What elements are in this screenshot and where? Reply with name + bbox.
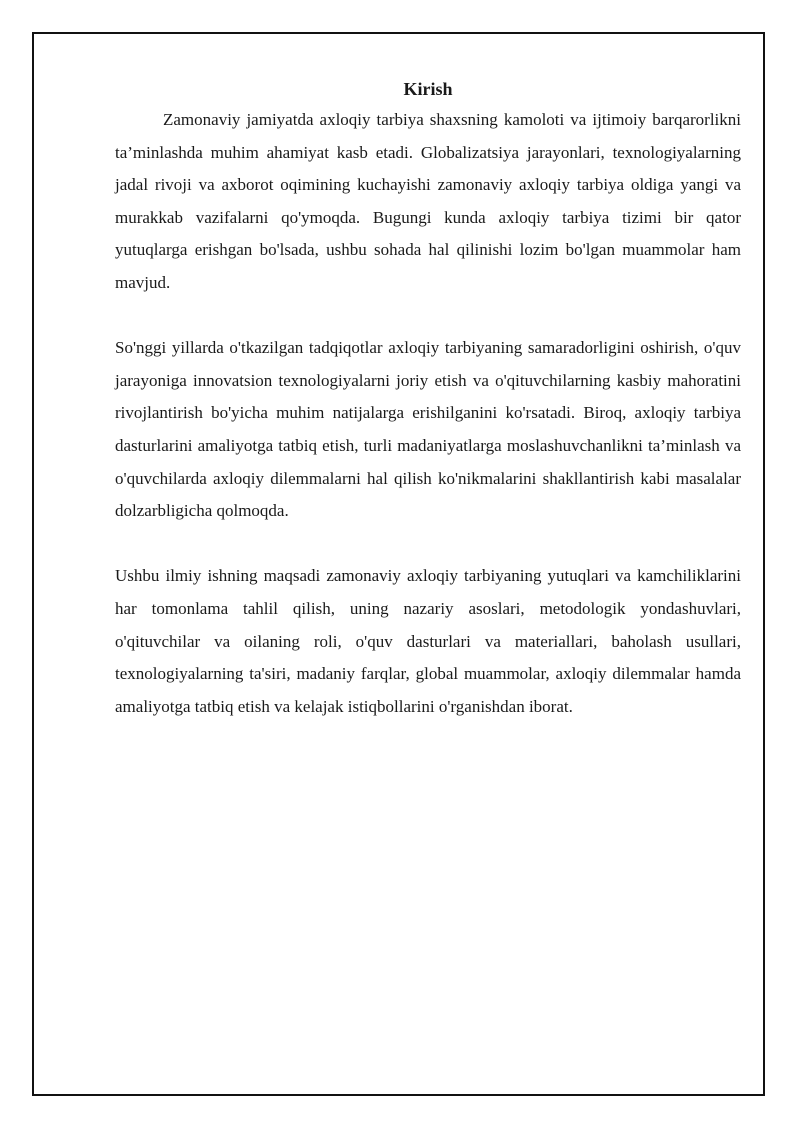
paragraph-intro: Zamonaviy jamiyatda axloqiy tarbiya shaxsning kamoloti va ijtimoiy barqarorlikni ta’minlashda muhim ahamiyat kasb etadi. Globalizatsiya jarayonlari, texnologiyalarning jadal rivoji va axborot oqimining kuchayishi zamonaviy axloqiy tarbiya oldiga yangi va murakkab vazifalarni qo'ymoqda. Bugungi kunda axloqiy tarbiya tizimi bir qator yutuqlarga erishgan bo'lsada, ushbu sohada hal qilinishi lozim bo'lgan muammolar ham mavjud. xyxy=(115,110,741,292)
paragraph-spacer xyxy=(115,528,741,561)
document-body xyxy=(115,74,741,723)
paragraph-aim: Ushbu ilmiy ishning maqsadi zamonaviy axloqiy tarbiyaning yutuqlari va kamchiliklarini har tomonlama tahlil qilish, uning nazariy asoslari, metodologik yondashuvlari, o'qituvchilar va oilaning roli, o'quv dasturlari va materiallari, baholash usullari, texnologiyalarning ta'siri, madaniy farqlar, global muammolar, axloqiy dilemmalar hamda amaliyotga tatbiq etish va kelajak istiqbollarini o'rganishdan iborat. xyxy=(115,566,741,716)
section-title: Kirish xyxy=(403,79,453,99)
paragraph-spacer xyxy=(115,300,741,333)
paragraph-research: So'nggi yillarda o'tkazilgan tadqiqotlar axloqiy tarbiyaning samaradorligini oshirish, o'quv jarayoniga innovatsion texnologiyalarni joriy etish va o'qituvchilarning kasbiy mahoratini rivojlantirish bo'yicha muhim natijalarga erishilganini ko'rsatadi. Biroq, axloqiy tarbiya dasturlarini amaliyotga tatbiq etish, turli madaniyatlarga moslashuvchanlikni ta’minlash va o'quvchilarda axloqiy dilemmalarni hal qilish ko'nikmalarini shakllantirish kabi masalalar dolzarbligicha qolmoqda. xyxy=(115,338,741,521)
